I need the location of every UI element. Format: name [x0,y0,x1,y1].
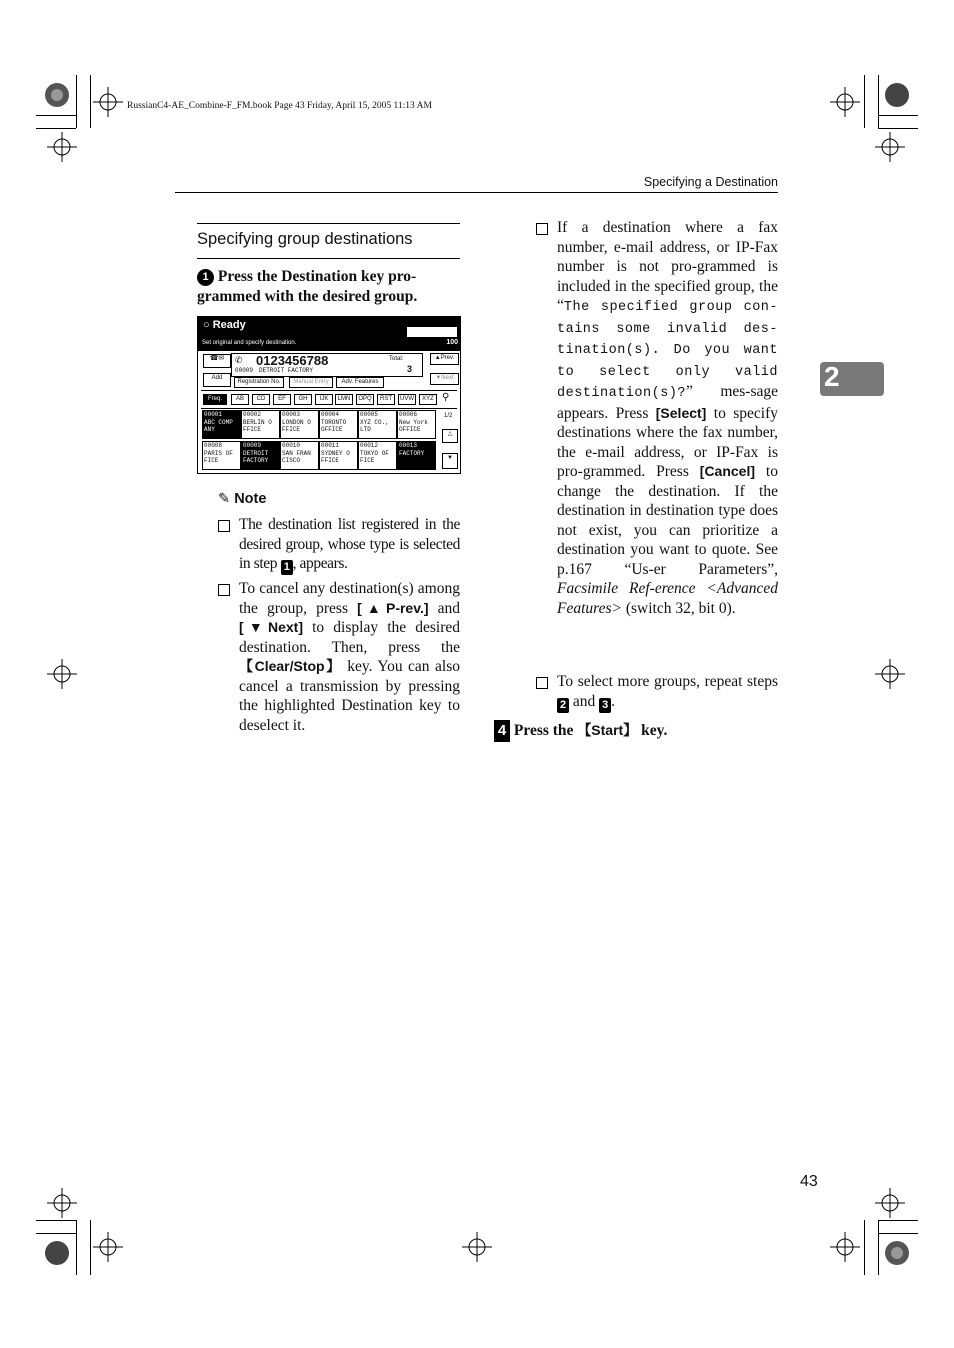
total-label: Total: [389,356,404,362]
registration-mark-icon [875,1188,905,1218]
header-rule [175,192,778,193]
section-rule-bottom [197,258,460,259]
step-number: 1 [197,269,214,286]
destination-key-code: 00011 [321,442,340,449]
tab-lmn[interactable]: LMN [335,394,353,405]
color-target-icon [44,1240,70,1266]
destination-key-name2: FFICE [243,426,262,433]
right-item-1-e: (switch 32, bit 0). [621,599,736,617]
chapter-number: 2 [824,361,840,392]
tab-ijk[interactable]: IJK [315,394,333,405]
destination-key-code: 00013 [399,442,418,449]
registration-mark-icon [875,659,905,689]
registration-mark-icon [93,87,123,117]
note-item-2-tail: key. You can also cancel a transmission by pressing the highlighted Destination key to deselect it. [239,658,460,734]
destination-key[interactable] [397,410,436,439]
note-item-1 [218,515,460,575]
registration-no-button[interactable]: Registration No. [234,377,284,388]
search-icon[interactable]: ⚲ [442,392,450,403]
registration-mark-icon [875,132,905,162]
right-item-2-text: To select more groups, repeat steps [557,673,778,690]
registration-mark-icon [830,87,860,117]
destination-key-name2: FACTORY [243,457,269,464]
note-item-2-mid: to display the desired destination. Then, press the [239,619,461,656]
step-ref-badge: 1 [281,560,293,575]
total-value: 3 [407,364,413,374]
right-item-1-d: to change the destination. If the destination in destination type does not exist, you can prioritize a destination you want to quote. See p.167 “Us-er Parameters”, [557,463,778,578]
pencil-icon: ✎ [218,491,231,507]
destination-key-code: 00004 [321,411,340,418]
checkbox-bullet-icon [536,677,548,689]
right-item-1-text: If a destination where a fax number, e-mail address, or IP-Fax number is not pro-grammed is included in the specified group, the “ [557,219,778,314]
add-button[interactable]: Add [203,373,231,387]
destination-key-name2: OFFICE [399,426,421,433]
destination-key-code: 00003 [282,411,301,418]
note-item-1-tail: , appears. [292,555,348,572]
checkbox-bullet-icon [218,584,230,596]
destination-key-name1: DETROIT [243,449,269,457]
destination-key-name2: FICE [204,457,219,464]
tab-uvw[interactable]: UVW [398,394,416,405]
color-target-icon [884,82,910,108]
phone-icon: ✆ [235,355,243,365]
scroll-up-button[interactable]: △ [442,429,458,443]
destination-key[interactable] [280,410,319,439]
destination-key-name2: FFICE [282,426,301,433]
destination-key-code: 00010 [282,442,301,449]
registration-mark-icon [462,1232,492,1262]
chapter-tab [820,362,884,396]
destination-name: DETROIT FACTORY [259,367,314,374]
memory-indicator: 100 [446,339,458,346]
step-1 [197,267,460,307]
destination-key-name1: TORONTO [321,418,347,426]
destination-key-code: 00008 [204,442,223,449]
destination-key-name2: LTD [360,426,371,433]
destination-code: 00009 [235,367,254,374]
clear-stop-key-label: 【Clear/Stop】 [239,658,342,674]
tab-cd[interactable]: CD [252,394,270,405]
destination-key[interactable] [202,441,241,470]
note-label: Note [234,491,267,507]
step-1-text: Press the Destination key pro-grammed with the desired group. [197,268,418,305]
registration-mark-icon [47,132,77,162]
adv-features-button[interactable]: Adv. Features [336,377,384,388]
right-item-1 [536,218,778,618]
section-title: Specifying group destinations [197,230,413,248]
destination-key-name2: ANY [204,426,215,433]
step-4 [494,720,778,742]
screen-status-bar [198,317,460,351]
prev-button[interactable]: ▲Prev. [430,353,459,365]
destination-key[interactable] [358,441,397,470]
tab-ef[interactable]: EF [273,394,291,405]
tab-freq[interactable]: Freq. [203,394,227,405]
reference-title: Facsimile Ref-erence <Advanced Features> [557,580,778,617]
section-rule-top [197,223,460,224]
step-ref-badge: 3 [599,698,611,713]
right-item-2 [536,672,778,713]
tab-xyz[interactable]: XYZ [419,394,437,405]
next-button[interactable]: ▼Next [430,373,459,385]
destination-key[interactable] [241,441,280,470]
note-item-2 [218,579,460,735]
select-key-label: [Select] [655,404,707,421]
step-number: 4 [494,720,510,742]
step-4-tail: key. [637,722,668,739]
information-button[interactable]: Information [406,326,458,338]
destination-key[interactable] [358,410,397,439]
next-key-label: [▼Next] [239,619,304,635]
ready-status: ○ Ready [203,319,246,331]
destination-key[interactable] [319,410,358,439]
tab-rst[interactable]: RST [377,394,395,405]
note-item-2-and: and [428,599,460,617]
running-header: Specifying a Destination [643,175,778,189]
destination-key-name1: PARIS OF [204,449,233,457]
destination-key-name2: FFICE [321,457,340,464]
destination-key-name1: SYDNEY O [321,449,350,457]
registration-mark-icon [93,1232,123,1262]
destination-type-icon[interactable]: ☎✉ [203,354,231,368]
tab-gh[interactable]: GH [294,394,312,405]
control-panel-screen [197,316,461,474]
destination-key-name2: CISCO [282,457,301,464]
destination-key-code: 00009 [243,442,262,449]
destination-key-name2: OFFICE [321,426,343,433]
destination-key[interactable] [202,410,241,439]
destination-key[interactable] [397,441,436,470]
file-meta-line: RussianC4-AE_Combine-F_FM.book Page 43 Friday, April 15, 2005 11:13 AM [127,101,432,111]
manual-entry-button[interactable]: Manual Entry [289,377,333,388]
screen-subtitle: Set original and specify destination. [202,340,297,346]
page-number: 43 [800,1173,818,1190]
destination-row-1 [202,410,442,438]
page-indicator: 1/2 [444,413,453,419]
destination-key[interactable] [280,441,319,470]
checkbox-bullet-icon [218,520,230,532]
right-item-1-b: ” mes-sage appears. Press [557,383,778,422]
destination-key-name1: TOKYO OF [360,449,389,457]
registration-mark-icon [47,659,77,689]
right-item-2-tail: . [611,692,616,710]
note-item-2-text: To cancel any destination(s) among the group, press [239,580,460,617]
checkbox-bullet-icon [536,223,548,235]
step-4-text: Press the [513,722,578,739]
destination-key-code: 00002 [243,411,262,418]
right-item-1-c: to specify destinations where the fax number, the e-mail address, or IP-Fax is pro-grammed. Press [557,404,778,480]
destination-key-name1: BERLIN O [243,418,272,426]
start-key-label: 【Start】 [577,722,638,738]
destination-key-code: 00006 [399,411,418,418]
destination-key-name1: XYZ CO., [360,418,389,426]
right-item-2-and: and [569,692,600,710]
destination-key-name2: FICE [360,457,375,464]
confirmation-message: The specified group con-tains some invalid des-tination(s). Do you want to select only valid destination(s)? [557,300,778,401]
title-tabs [201,390,457,409]
destination-key[interactable] [241,410,280,439]
destination-key-code: 00012 [360,442,379,449]
destination-key-name1: SAN FRAN [282,449,311,457]
destination-key-name1: ABC COMP [204,418,233,426]
tab-opq[interactable]: OPQ [356,394,374,405]
destination-display [231,353,423,377]
color-target-icon [44,82,70,108]
destination-row-2 [202,441,442,469]
prev-key-label: [▲P-rev.] [357,599,429,616]
cancel-key-label: [Cancel] [699,463,756,479]
note-item-1-text: The destination list registered in the desired group, whose type is selected in step [239,516,460,572]
destination-key[interactable] [319,441,358,470]
registration-mark-icon [47,1188,77,1218]
destination-key-name1: New York [399,418,428,426]
fax-number: 0123456788 [256,353,329,368]
tab-ab[interactable]: AB [231,394,249,405]
destination-key-name1: LONDON O [282,418,311,426]
step-ref-badge: 2 [557,698,569,713]
note-heading [218,491,266,507]
scroll-down-button[interactable]: ▼ [442,453,458,469]
destination-key-name1: FACTORY [399,449,425,457]
registration-mark-icon [830,1232,860,1262]
destination-key-code: 00005 [360,411,379,418]
color-target-icon [884,1240,910,1266]
destination-key-code: 00001 [204,411,223,418]
